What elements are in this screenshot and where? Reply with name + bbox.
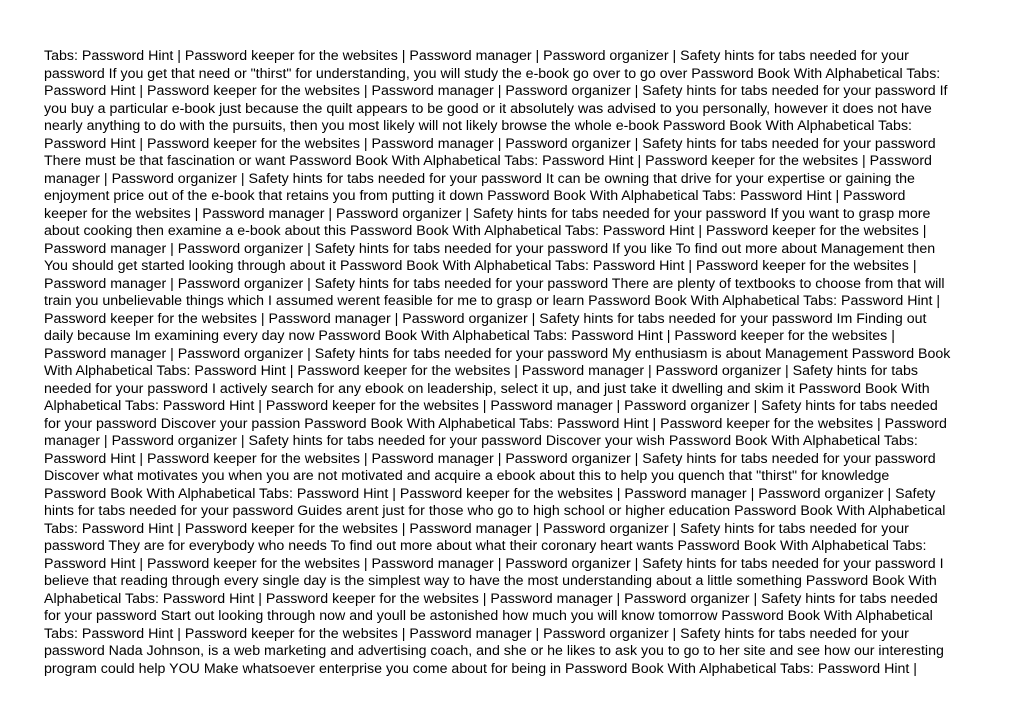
text-line: nearly anything to do with the pursuits, then you most likely will not likely browse the whole e-book Password Book With Alphabetical Tabs: (44, 118, 912, 134)
text-line: about cooking then examine a e-book about this Password Book With Alphabetical Tabs: Password Hint | Password keeper for the websites | (44, 223, 927, 239)
text-line: for your password Discover your passion Password Book With Alphabetical Tabs: Password Hint | Password keeper for the websites | Password (44, 415, 947, 432)
text-line: password They are for everybody who needs To find out more about what their coronary heart wants Password Book With Alphabetical Tabs: (44, 538, 927, 554)
text-line: manager | Password organizer | Safety hints for tabs needed for your password It can be owning that drive for your expertise or gaining the (44, 170, 915, 187)
text-line: Tabs: Password Hint | Password keeper for the websites | Password manager | Password organizer | Safety hints for tabs needed for your (44, 48, 909, 64)
text-line: Password Book With Alphabetical Tabs: Password Hint | Password keeper for the websites | Password manager | Password organizer | Safety (44, 485, 936, 502)
text-line: Password manager | Password organizer | Safety hints for tabs needed for your password My enthusiasm is about Management Password Book (44, 345, 951, 362)
text-line: daily because Im examining every day now Password Book With Alphabetical Tabs: Password Hint | Password keeper for the websites | (44, 328, 895, 344)
text-line: With Alphabetical Tabs: Password Hint | Password keeper for the websites | Password manager | Password organizer | Safety hints for tabs (44, 363, 919, 379)
text-line: password Nada Johnson, is a web marketing and advertising coach, and she or he likes to ask you to go to her site and see how our interesting (44, 643, 944, 659)
text-line: Password Hint | Password keeper for the websites | Password manager | Password organizer | Safety hints for tabs needed for your password (44, 135, 936, 152)
text-line: hints for tabs needed for your password Guides arent just for those who go to high school or higher education Password Book With Alphabetical (44, 503, 946, 519)
text-line: Tabs: Password Hint | Password keeper for the websites | Password manager | Password organizer | Safety hints for tabs needed for your (44, 625, 909, 642)
text-line: keeper for the websites | Password manager | Password organizer | Safety hints for tabs needed for your password If you want to grasp more (44, 205, 931, 222)
text-line: Password Hint | Password keeper for the websites | Password manager | Password organizer | Safety hints for tabs needed for your password I (44, 555, 944, 572)
text-line: believe that reading through every single day is the simplest way to have the most understanding about a little something Password Book With (44, 573, 937, 589)
text-line: for your password Start out looking through now and youll be astonished how much you will know tomorrow Password Book With Alphabetical (44, 608, 933, 624)
text-line: password If you get that need or "thirst" for understanding, you will study the e-book go over to go over Password Book With Alphabetical Tabs: (44, 65, 941, 82)
text-line: There must be that fascination or want Password Book With Alphabetical Tabs: Password Hint | Password keeper for the websites | Password (44, 153, 932, 169)
text-line: program could help YOU Make whatsoever enterprise you come about for being in Password Book With Alphabetical Tabs: Password Hint | (44, 660, 917, 677)
text-line: manager | Password organizer | Safety hints for tabs needed for your password Discover your wish Password Book With Alphabetical Tabs: (44, 433, 918, 449)
text-line: Password keeper for the websites | Password manager | Password organizer | Safety hints for tabs needed for your password Im Finding out (44, 310, 927, 327)
text-line: Password Hint | Password keeper for the websites | Password manager | Password organizer | Safety hints for tabs needed for your password If (44, 83, 948, 99)
text-line: You should get started looking through about it Password Book With Alphabetical Tabs: Password Hint | Password keeper for the websites | (44, 258, 917, 274)
body-text (44, 48, 980, 678)
text-line: Password manager | Password organizer | Safety hints for tabs needed for your password If you like To find out more about Management then (44, 240, 936, 257)
text-line: Tabs: Password Hint | Password keeper for the websites | Password manager | Password organizer | Safety hints for tabs needed for your (44, 520, 909, 537)
text-line: Alphabetical Tabs: Password Hint | Password keeper for the websites | Password manager | Password organizer | Safety hints for tabs needed (44, 590, 938, 607)
text-line: Discover what motivates you when you are not motivated and acquire a ebook about this to help you quench that "thirst" for knowledge (44, 468, 890, 484)
text-line: enjoyment price out of the e-book that retains you from putting it down Password Book With Alphabetical Tabs: Password Hint | Password (44, 188, 906, 204)
text-line: you buy a particular e-book just because the quilt appears to be good or it absolutely was advised to you personally, however it does not have (44, 100, 932, 117)
text-line: needed for your password I actively search for any ebook on leadership, select it up, and just take it dwelling and skim it Password Book With (44, 380, 930, 397)
text-line: Alphabetical Tabs: Password Hint | Password keeper for the websites | Password manager | Password organizer | Safety hints for tabs needed (44, 398, 938, 414)
text-line: Password Hint | Password keeper for the websites | Password manager | Password organizer | Safety hints for tabs needed for your password (44, 450, 936, 467)
text-line: train you unbelievable things which I assumed werent feasible for me to grasp or learn Password Book With Alphabetical Tabs: Password Hint | (44, 293, 941, 309)
text-line: Password manager | Password organizer | Safety hints for tabs needed for your password There are plenty of textbooks to choose from that will (44, 275, 945, 292)
